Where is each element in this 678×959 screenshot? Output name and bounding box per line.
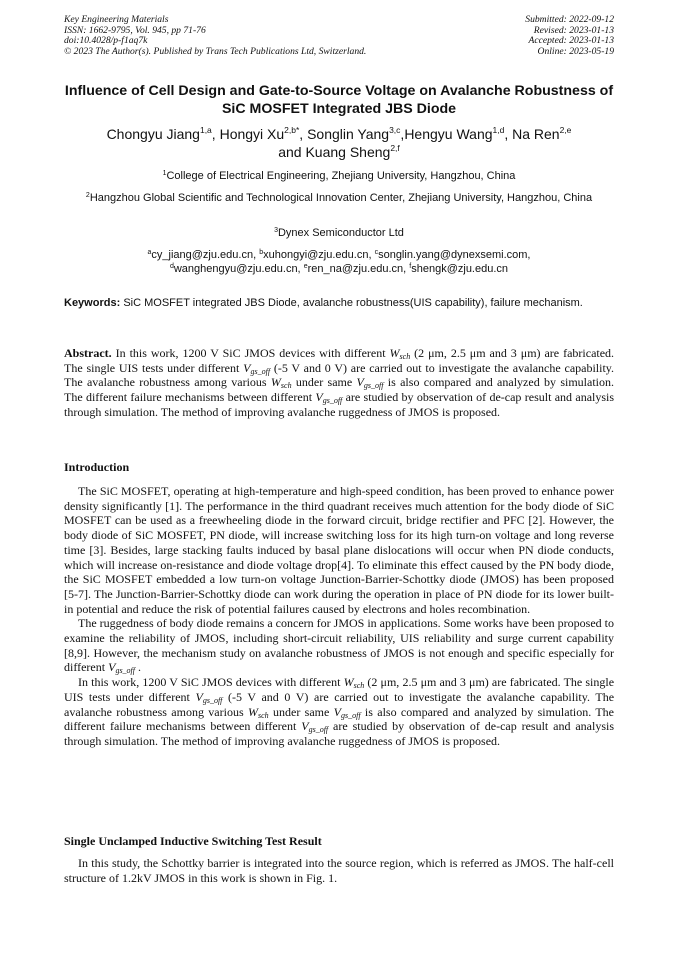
paragraph-text: (-5 V and 0 V) are carried out to investigate the avalanche capability. The avalanche robustness among various <box>64 689 615 719</box>
math-symbol <box>271 375 292 389</box>
author-separator: , <box>211 126 220 142</box>
author-affiliation-mark: 3,c <box>389 125 401 135</box>
math-symbol <box>196 690 223 704</box>
author-name: Hengyu Wang <box>404 126 493 142</box>
email-mark: c <box>374 249 379 256</box>
math-var: V <box>108 660 116 675</box>
math-symbol <box>243 361 270 375</box>
email-link[interactable]: wanghengyu@zju.edu.cn, <box>173 263 301 275</box>
keywords <box>64 296 614 311</box>
email-link[interactable]: shengk@zju.edu.cn <box>411 263 509 275</box>
affiliation-mark: 2 <box>85 192 90 199</box>
affiliation-3 <box>64 226 614 240</box>
paragraph <box>64 675 614 749</box>
email-link[interactable]: ren_na@zju.edu.cn, <box>307 263 407 275</box>
author-emails <box>64 248 614 276</box>
revised-date: Revised: 2023-01-13 <box>533 24 614 36</box>
author-name: Hongyi Xu <box>219 126 285 142</box>
abstract-text: (2 μm, 2.5 μm and 3 μm) are fabricated. The single UIS tests under different <box>64 346 615 375</box>
math-sub: sch <box>399 352 411 361</box>
author-name: Na Ren <box>512 126 560 142</box>
affiliation-text: Hangzhou Global Scientific and Technological Innovation Center, Zhejiang University, Hangzhou, China <box>89 192 593 204</box>
journal-header-right <box>414 15 614 57</box>
author-affiliation-mark: 1,a <box>199 125 212 135</box>
math-var: W <box>270 375 281 390</box>
math-var: V <box>301 719 309 734</box>
math-symbol <box>334 705 361 719</box>
abstract-text: In this work, 1200 V SiC JMOS devices with different <box>115 346 386 360</box>
affiliation-text: Dynex Semiconductor Ltd <box>277 227 404 239</box>
paper-title: Influence of Cell Design and Gate-to-Source Voltage on Avalanche Robustness of SiC MOSFET Integrated JBS Diode <box>64 83 614 117</box>
math-sub: gs_off <box>115 666 135 676</box>
author-list <box>64 125 614 161</box>
affiliation-2 <box>64 191 614 205</box>
math-sub: gs_off <box>363 381 384 391</box>
email-mark: d <box>169 263 174 270</box>
author-affiliation-mark: 2,b* <box>284 125 300 135</box>
email-link[interactable]: cy_jiang@zju.edu.cn, <box>151 249 257 261</box>
paragraph-text: (2 μm, 2.5 μm and 3 μm) are fabricated. The single UIS tests under different <box>64 675 615 704</box>
paragraph-text: The ruggedness of body diode remains a concern for JMOS in applications. Some works have been proposed to examine the reliability of JMOS, including short-circuit reliability, UIS reliability and surge current capability [8,9]. However, the mechanism study on avalanche robustness of JMOS is not enough and specific especially for different <box>64 616 614 675</box>
uis-section-body <box>64 856 614 885</box>
keywords-text: SiC MOSFET integrated JBS Diode, avalanche robustness(UIS capability), failure mechanism. <box>123 297 583 309</box>
math-var: V <box>333 704 342 719</box>
author-name: and Kuang Sheng <box>278 144 391 160</box>
keywords-label: Keywords: <box>64 297 121 309</box>
author-affiliation-mark: 1,d <box>492 125 505 135</box>
paragraph: In this study, the Schottky barrier is integrated into the source region, which is referred as JMOS. The half-cell structure of 1.2kV JMOS in this work is shown in Fig. 1. <box>64 856 614 885</box>
math-symbol <box>357 375 384 389</box>
abstract-text: under same <box>295 375 353 390</box>
abstract-label: Abstract. <box>64 346 112 360</box>
math-var: V <box>243 360 251 375</box>
email-mark: b <box>259 249 264 256</box>
math-symbol <box>344 675 365 689</box>
abstract-text: is also compared and analyzed by simulation. The different failure mechanisms between different <box>64 375 615 405</box>
paragraph-text: . <box>138 660 141 675</box>
paragraph <box>64 616 614 675</box>
journal-name: Key Engineering Materials <box>64 14 169 25</box>
copyright-notice: © 2023 The Author(s). Published by Trans Tech Publications Ltd, Switzerland. <box>64 45 367 57</box>
abstract-text: (-5 V and 0 V) are carried out to investigate the avalanche capability. The avalanche robustness among various <box>64 360 615 390</box>
email-mark: f <box>409 263 412 270</box>
online-date: Online: 2023-05-19 <box>537 45 614 57</box>
math-var: V <box>195 689 203 704</box>
math-symbol <box>108 660 135 674</box>
author-separator: , <box>504 126 513 142</box>
math-sub: gs_off <box>202 695 223 705</box>
math-sub: sch <box>353 681 365 691</box>
author-separator: , <box>400 126 405 142</box>
email-mark: e <box>303 263 308 270</box>
math-sub: sch <box>280 381 292 391</box>
abstract-text: are studied by observation of de-cap result and analysis through simulation. The method of improving avalanche ruggedness of JMOS is proposed. <box>64 390 615 419</box>
paragraph-text: are studied by observation of de-cap result and analysis through simulation. The method of improving avalanche ruggedness of JMOS is proposed. <box>64 719 615 748</box>
author-name: Chongyu Jiang <box>106 126 200 142</box>
author-affiliation-mark: 2,e <box>559 125 572 135</box>
submitted-date: Submitted: 2022-09-12 <box>525 14 614 25</box>
paragraph-text: under same <box>273 704 330 719</box>
paragraph-text: is also compared and analyzed by simulation. The different failure mechanisms between different <box>64 704 615 734</box>
section-heading-uis-test: Single Unclamped Inductive Switching Test Result <box>64 834 322 848</box>
math-symbol <box>390 346 411 360</box>
math-var: V <box>356 375 364 390</box>
affiliation-mark: 3 <box>274 227 278 234</box>
math-symbol <box>315 390 342 404</box>
email-link[interactable]: xuhongyi@zju.edu.cn, <box>263 249 372 261</box>
math-var: W <box>343 675 354 690</box>
abstract <box>64 346 614 420</box>
accepted-date: Accepted: 2023-01-13 <box>528 35 614 47</box>
section-heading-introduction: Introduction <box>64 460 130 474</box>
math-var: W <box>389 346 400 360</box>
author-separator: , <box>299 126 308 142</box>
affiliation-text: College of Electrical Engineering, Zhejiang University, Hangzhou, China <box>166 170 516 182</box>
affiliation-mark: 1 <box>162 170 167 177</box>
paragraph: The SiC MOSFET, operating at high-temperature and high-speed condition, has been proved to enhance power density significantly [1]. The performance in the third quadrant receives much attention for the body diode of SiC MOSFET can be used as a freewheeling diode in the forward circuit, bridge rectifier and PFC [2]. However, the body diode of SiC MOSFET, PN diode, will increase switching loss for its high turn-on voltage and long reverse time [3]. Besides, large stacking faults induced by basal plane dislocations will occur when PN diode conducts, which will increase on-resistance and diode voltage drop[4]. To eliminate this effect caused by the PN body diode, the SiC MOSFET embedded a low turn-on voltage Junction-Barrier-Schottky diode (JMOS) has been proposed [5-7]. The Junction-Barrier-Schottky diode can work during the operation in place of PN diode for its lower built-in potential and reduce the risk of potential failures caused by electrons and holes recombination. <box>64 484 614 616</box>
math-sub: gs_off <box>250 366 271 376</box>
math-symbol <box>248 705 269 719</box>
affiliation-1 <box>64 169 614 183</box>
author-name: Songlin Yang <box>307 126 390 142</box>
journal-issn: ISSN: 1662-9795, Vol. 945, pp 71-76 <box>64 24 206 36</box>
journal-doi[interactable]: doi:10.4028/p-f1aq7k <box>64 35 148 47</box>
author-affiliation-mark: 2,f <box>390 143 400 153</box>
math-sub: gs_off <box>322 396 343 406</box>
email-mark: a <box>147 249 152 256</box>
math-sub: gs_off <box>308 725 329 735</box>
introduction-body <box>64 484 614 749</box>
math-sub: gs_off <box>341 710 361 720</box>
email-link[interactable]: songlin.yang@dynexsemi.com, <box>378 249 531 261</box>
math-var: V <box>315 390 323 405</box>
math-var: W <box>247 704 258 719</box>
math-sub: sch <box>257 710 269 720</box>
paragraph-text: In this work, 1200 V SiC JMOS devices with different <box>78 675 341 690</box>
math-symbol <box>301 719 328 733</box>
journal-header-left <box>64 15 444 57</box>
